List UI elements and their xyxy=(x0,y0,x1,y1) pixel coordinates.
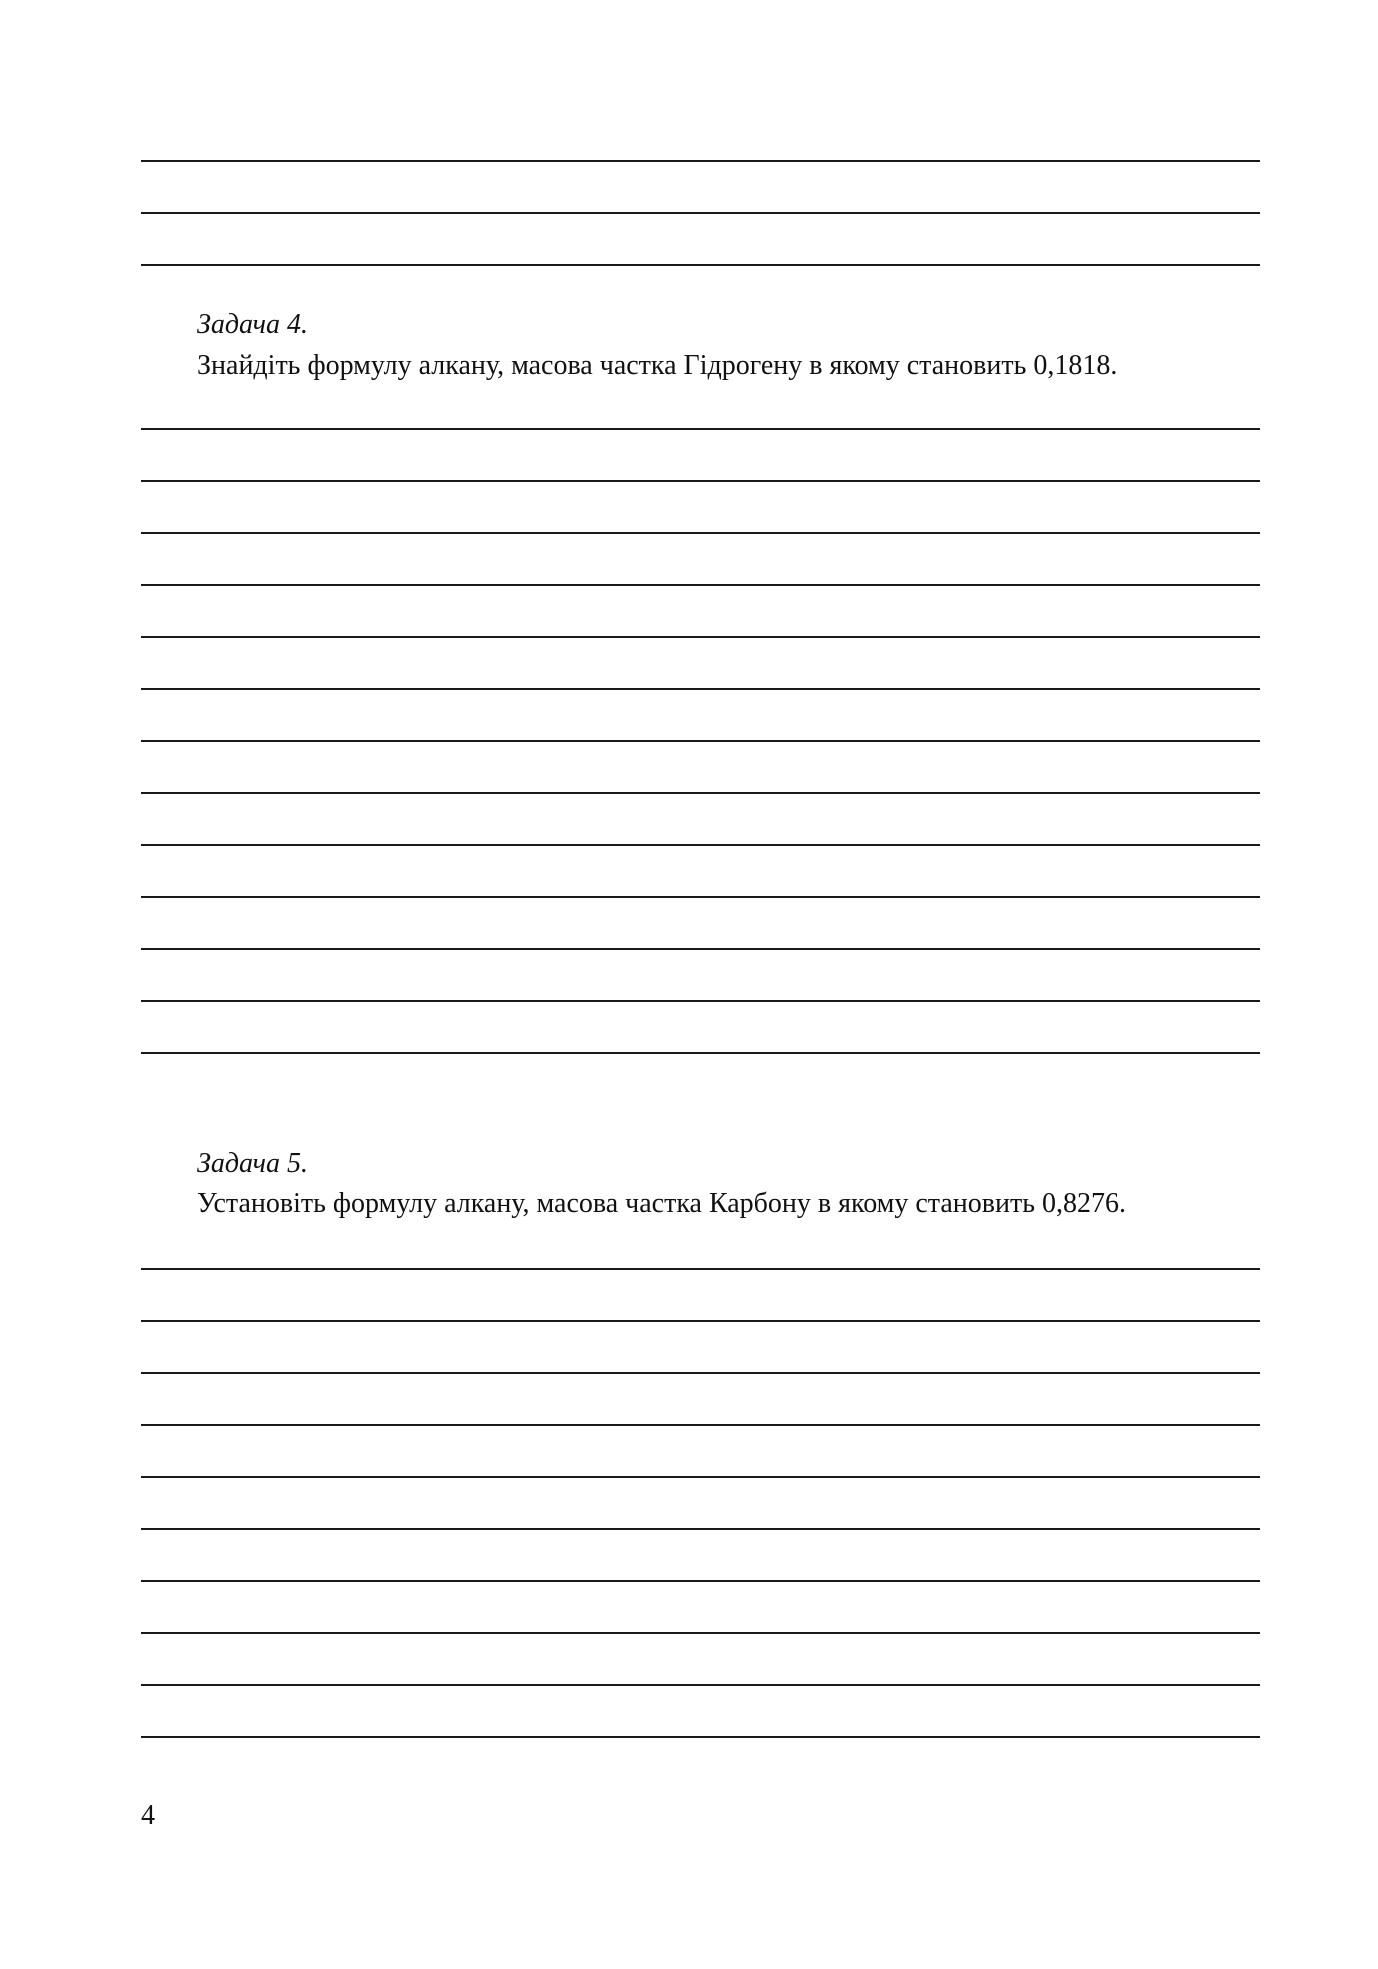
writing-line xyxy=(141,482,1260,534)
writing-line xyxy=(141,162,1260,214)
writing-line xyxy=(141,846,1260,898)
task-5-text: Установіть формулу алкану, масова частка Карбону в якому становить 0,8276. xyxy=(197,1188,1127,1219)
writing-line xyxy=(141,1686,1260,1738)
task-4-text: Знайдіть формулу алкану, масова частка Гідрогену в якому становить 0,1818. xyxy=(197,350,1118,381)
writing-line xyxy=(141,1270,1260,1322)
writing-line xyxy=(141,690,1260,742)
writing-line xyxy=(141,898,1260,950)
answer-lines-task-4 xyxy=(141,378,1260,1054)
writing-line xyxy=(141,1530,1260,1582)
writing-line xyxy=(141,1002,1260,1054)
task-5-title: Задача 5. xyxy=(197,1148,309,1179)
writing-line xyxy=(141,1634,1260,1686)
writing-line xyxy=(141,214,1260,266)
writing-line xyxy=(141,534,1260,586)
writing-line xyxy=(141,742,1260,794)
writing-line xyxy=(141,430,1260,482)
writing-line xyxy=(141,950,1260,1002)
writing-line xyxy=(141,586,1260,638)
writing-line xyxy=(141,1582,1260,1634)
answer-lines-top xyxy=(141,110,1260,266)
answer-lines-task-5 xyxy=(141,1218,1260,1738)
writing-line xyxy=(141,1218,1260,1270)
writing-line xyxy=(141,1478,1260,1530)
writing-line xyxy=(141,794,1260,846)
writing-line xyxy=(141,1322,1260,1374)
writing-line xyxy=(141,378,1260,430)
writing-line xyxy=(141,110,1260,162)
writing-line xyxy=(141,638,1260,690)
page-number: 4 xyxy=(141,1800,155,1831)
writing-line xyxy=(141,1374,1260,1426)
writing-line xyxy=(141,1426,1260,1478)
task-4-title: Задача 4. xyxy=(197,309,309,340)
